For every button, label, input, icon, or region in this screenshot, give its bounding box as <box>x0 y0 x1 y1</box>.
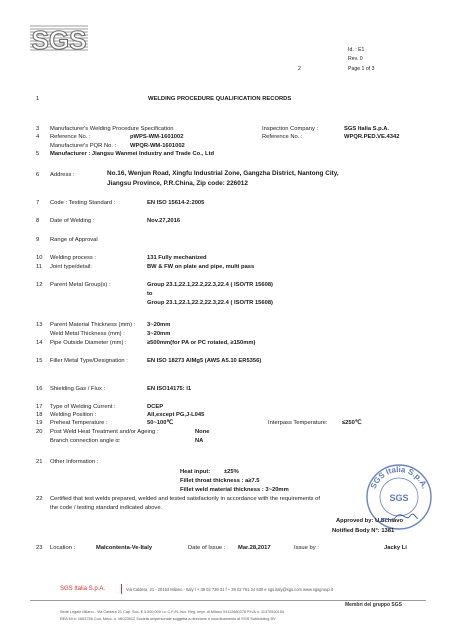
inspection-ref-label: Reference No. : <box>262 134 303 140</box>
footer-divider <box>30 600 426 601</box>
filler-label: Filler Metal Type/Designation : <box>50 358 128 364</box>
position-label: Welding Position : <box>50 412 97 418</box>
weld-thickness-label: Weld Metal Thickness (mm) : <box>50 331 125 337</box>
row-number: 4 <box>36 134 40 140</box>
current-value: DCEP <box>147 404 164 410</box>
row-number: 18 <box>36 412 43 418</box>
pqr-label: Manufacturer's PQR No. : <box>50 143 117 149</box>
date-welding-label: Date of Welding : <box>50 218 95 224</box>
joint-label: Joint type/detail: <box>50 264 92 270</box>
certified-line-1: Certified that test welds prepared, welded and tested satisfactorily in accordance with the requirements of <box>50 496 321 502</box>
issue-by-label: Issue by : <box>294 545 319 551</box>
address-line-1: No.16, Wenjun Road, Xingfu Industrial Zone, Gangzha District, Nantong City, <box>107 170 339 177</box>
parent-group-line-3: Group 23.1,22.1,22.2,22.3,22.4 ( ISO/TR 15608) <box>147 300 273 306</box>
footer-company: SGS Italia S.p.A. <box>60 586 106 592</box>
footer-separator <box>121 584 122 594</box>
row-number: 22 <box>36 496 43 502</box>
row-number: 10 <box>36 255 43 261</box>
pqr-value: WPQR-WM-1601002 <box>130 143 185 149</box>
heat-input-label: Heat input: <box>180 469 211 475</box>
heat-input-value: ±25% <box>224 469 239 475</box>
certified-line-2: the code / testing standard indicated above. <box>50 505 163 511</box>
current-label: Type of Welding Current : <box>50 404 116 410</box>
filler-value: EN ISO 18273 AlMg5 (AWS A5.10 ER5356) <box>147 358 262 364</box>
code-label: Code : Testing Standard : <box>50 200 116 206</box>
revision: Rev. 0 <box>348 56 363 62</box>
code-value: EN ISO 15614-2:2005 <box>147 200 205 206</box>
row-number: 20 <box>36 429 43 435</box>
footer-contact: Via Caldera, 21 - 20153 Milano - Italy t + 39 02 739 31 f + 39 02 761 24 630 e sgs.italy@sgs.com www.sgsgroup.it <box>126 587 333 592</box>
signature-icon <box>378 512 420 526</box>
row-number: 23 <box>36 545 43 551</box>
fillet-throat: Fillet throat thickness : a≥7.5 <box>180 478 260 484</box>
location-value: Malcontenta-Ve-Italy <box>96 545 153 551</box>
process-label: Welding process : <box>50 255 96 261</box>
row-number: 11 <box>36 264 43 270</box>
address-label: Address : <box>50 172 75 178</box>
outside-diameter-label: Pipe Outside Diameter (mm) : <box>50 340 127 346</box>
title-number: 1 <box>36 96 40 102</box>
row-number: 15 <box>36 358 43 364</box>
fillet-material: Fillet weld material thickness : 3~20mm <box>180 487 289 493</box>
process-value: 131 Fully mechanized <box>147 255 207 261</box>
interpass-label: Interpass Temperature: <box>268 420 328 426</box>
page-number: 2 <box>298 66 301 72</box>
date-issue-label: Date of Issue : <box>188 545 226 551</box>
sgs-logo <box>30 24 88 54</box>
parent-group-line-2: to <box>147 291 153 297</box>
pwht-label: Post Weld Heat Treatment and/or Ageing : <box>50 429 159 435</box>
weld-thickness-value: 3~20mm <box>147 331 171 337</box>
logo-text: SGS <box>31 25 87 54</box>
footer-legal-1: Sede Legale Milano - Via Caldera 21 Cap. Soc. € 3.500.000 i.v. C.F./N. Iscr. Reg. Impr. di Milano 04112680378 P.IVA n. 11370520154 <box>60 610 284 614</box>
row-number: 7 <box>36 200 40 206</box>
other-info-label: Other Information : <box>50 459 99 465</box>
preheat-value: 50~100℃ <box>147 420 174 426</box>
row-number: 9 <box>36 237 40 243</box>
inspection-ref-value: WPQR.PED.VE.4342 <box>344 134 400 140</box>
branch-value: NA <box>195 438 204 444</box>
inspection-company-value: SGS Italia S.p.A. <box>344 126 390 132</box>
location-label: Location : <box>50 545 76 551</box>
thickness-label: Parent Material Thickness (mm) : <box>50 322 136 328</box>
address-line-2: Jiangsu Province, P.R.China, Zip code: 226012 <box>107 180 248 187</box>
parent-group-label: Parent Metal Group(s) : <box>50 282 111 288</box>
inspection-company-label: Inspection Company : <box>262 126 319 132</box>
position-value: All,except PG,J-L045 <box>147 412 205 418</box>
row-number: 13 <box>36 322 43 328</box>
preheat-label: Preheat Temperature : <box>50 420 108 426</box>
shielding-value: EN ISO14175: I1 <box>147 386 192 392</box>
range-label: Range of Approval <box>50 237 98 243</box>
manufacturer-line: Manufacturer : Jiangsu Wanmei Industry and Trade Co., Ltd <box>50 151 215 157</box>
svg-text:SGS Italia S.p.A. <box>369 465 430 490</box>
joint-value: BW & FW on plate and pipe, multi pass <box>147 264 255 270</box>
date-welding-value: Nov.27,2016 <box>147 218 181 224</box>
notified-body: Notified Body N°: 1381 <box>332 528 395 534</box>
row-number: 3 <box>36 126 40 132</box>
page-title: WELDING PROCEDURE QUALIFICATION RECORDS <box>148 96 292 102</box>
date-issue-value: Mar.28,2017 <box>238 545 271 551</box>
row-number: 14 <box>36 340 43 346</box>
outside-diameter-value: ≥500mm(for PA or PC rotated, ≥150mm) <box>147 340 256 346</box>
reference-label: Reference No. : <box>50 134 91 140</box>
footer-member: Membri del gruppo SGS <box>345 602 402 608</box>
page-of: Page 1 of 3 <box>348 66 375 72</box>
row-number: 17 <box>36 404 43 410</box>
stamp-center-text: SGS <box>389 493 409 503</box>
reference-value: pWPS-WM-1601002 <box>130 134 184 140</box>
wps-label: Manufacturer's Welding Procedure Specification <box>50 126 174 132</box>
shielding-label: Shielding Gas / Flux : <box>50 386 106 392</box>
row-number: 5 <box>36 151 40 157</box>
row-number: 21 <box>36 459 43 465</box>
parent-group-line-1: Group 23.1,22.1,22.2,22.3,22.4 ( ISO/TR 15608) <box>147 282 273 288</box>
thickness-value: 3~20mm <box>147 322 171 328</box>
issue-by-value: Jacky Li <box>384 545 407 551</box>
row-number: 12 <box>36 282 43 288</box>
row-number: 8 <box>36 218 40 224</box>
branch-label: Branch connection angle α: <box>50 438 121 444</box>
approved-by: Approved by: U.Schiavo <box>336 518 403 524</box>
row-number: 16 <box>36 386 43 392</box>
interpass-value: ≤250℃ <box>342 420 362 426</box>
row-number: 6 <box>36 172 40 178</box>
row-number: 19 <box>36 420 43 426</box>
document-id: Id. : E1 <box>348 47 365 53</box>
stamp-top-text: SGS Italia S.p.A. <box>368 464 430 491</box>
footer-legal-2: REA Mi n. 1653756 Cod. Mecc. n. MI023912 Società unipersonale soggetta a direzione e coordinamento di SGS Subholding BV <box>60 617 276 621</box>
pwht-value: None <box>195 429 210 435</box>
